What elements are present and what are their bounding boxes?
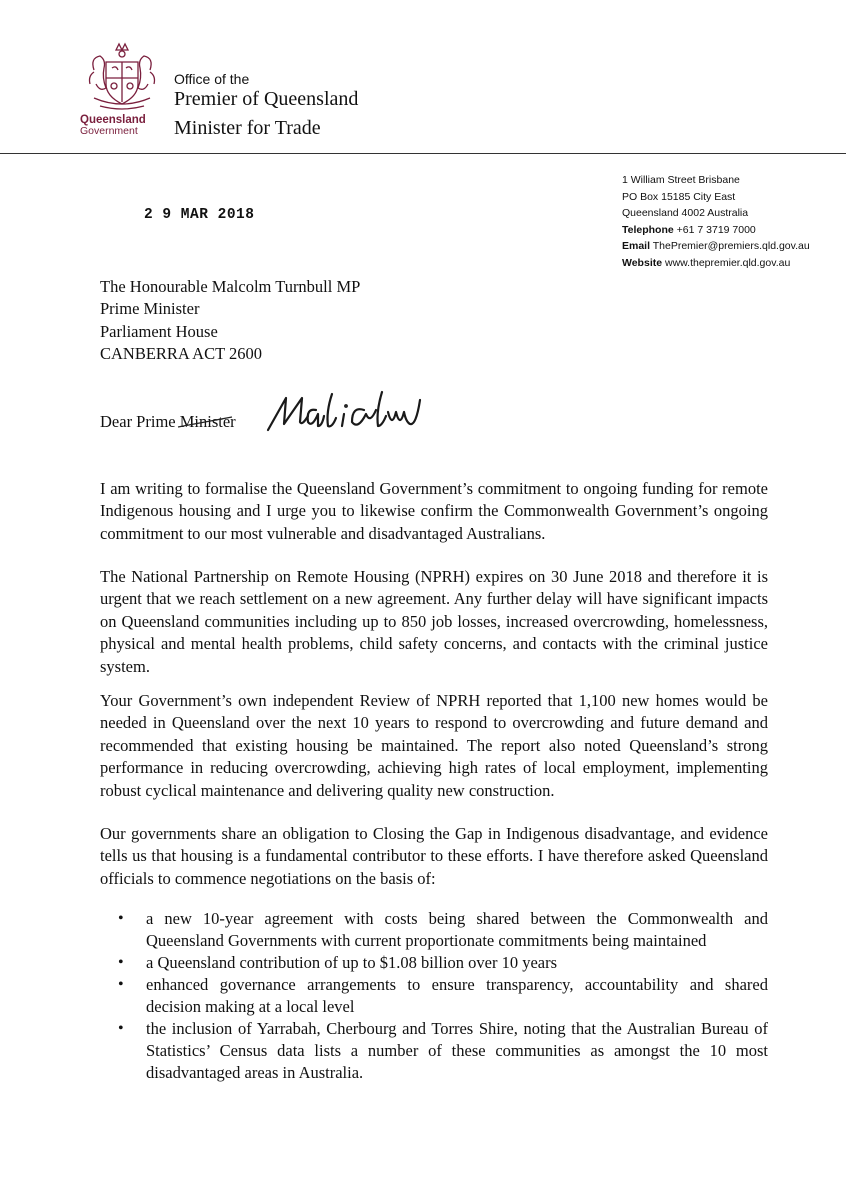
recipient-line: Parliament House <box>100 321 218 341</box>
telephone-value: +61 7 3719 7000 <box>676 223 756 236</box>
list-item-text: the inclusion of Yarrabah, Cherbourg and Torres Shire, noting that the Australian Bureau of Statistics’ Census data lists a number of these communities as amongst the 10 most disadvantaged areas in Australia. <box>146 1019 768 1082</box>
date-stamp: 2 9 MAR 2018 <box>144 207 255 223</box>
body-paragraph: The National Partnership on Remote Housing (NPRH) expires on 30 June 2018 and therefore it is urgent that we reach settlement on a new agreement. Any further delay will have significant impacts on Queensland communities including up to 850 job losses, increased overcrowding, homelessness, physical and mental health problems, child safety concerns, and contacts with the criminal justice system. <box>100 567 768 676</box>
struck-word-text: Minister <box>179 412 236 431</box>
recipient-line: CANBERRA ACT 2600 <box>100 343 262 363</box>
address-telephone <box>622 222 810 239</box>
bullet-icon: • <box>118 976 124 993</box>
queensland-crest-icon <box>86 40 158 116</box>
list-item <box>100 1018 768 1084</box>
list-item <box>100 908 768 952</box>
recipient-line: Prime Minister <box>100 299 200 319</box>
list-item-text: a Queensland contribution of up to $1.08 billion over 10 years <box>146 953 558 972</box>
website-value: www.thepremier.qld.gov.au <box>665 256 791 269</box>
salutation-struck-word <box>180 412 236 431</box>
handwritten-name-icon <box>264 390 440 440</box>
letterhead-title-premier: Premier of Queensland <box>174 88 359 110</box>
address-city: Queensland 4002 Australia <box>622 207 749 219</box>
strike-through-mark <box>176 415 234 429</box>
body-paragraph: Our governments share an obligation to Closing the Gap in Indigenous disadvantage, and evidence tells us that housing is a fundamental contributor to these efforts. I have therefore asked Queensland officials to commence negotiations on the basis of: <box>100 824 768 888</box>
telephone-label: Telephone <box>622 223 674 236</box>
body-paragraph: I am writing to formalise the Queensland Government’s commitment to ongoing funding for remote Indigenous housing and I urge you to likewise confirm the Commonwealth Government’s ongoing commitment to our most vulnerable and disadvantaged Australians. <box>100 479 768 543</box>
recipient-address <box>100 276 360 365</box>
negotiation-points-list <box>100 908 768 1084</box>
list-item <box>100 974 768 1018</box>
salutation <box>100 412 236 432</box>
list-item <box>100 952 768 974</box>
website-label: Website <box>622 256 663 269</box>
email-value: ThePremier@premiers.qld.gov.au <box>652 240 810 252</box>
crest-label: Queensland <box>80 114 146 126</box>
address-po-box: PO Box 15185 City East <box>622 190 736 203</box>
sender-address <box>622 172 810 271</box>
bullet-icon: • <box>118 910 124 927</box>
bullet-icon: • <box>118 954 124 971</box>
address-website <box>622 255 810 272</box>
address-street: 1 William Street Brisbane <box>622 174 740 186</box>
list-item-text: enhanced governance arrangements to ensure transparency, accountability and shared decision making at a local level <box>146 975 768 1016</box>
crest-caption <box>80 114 146 137</box>
body-paragraph: Your Government’s own independent Review of NPRH reported that 1,100 new homes would be needed in Queensland over the next 10 years to respond to overcrowding and future demand and recommended that existing housing be maintained. The report also noted Queensland’s strong performance in reducing overcrowding, achieving high rates of local employment, implementing robust cyclical maintenance and delivering quality new construction. <box>100 691 768 800</box>
letterhead-title-minister: Minister for Trade <box>174 117 321 139</box>
header-divider <box>0 153 846 154</box>
address-email <box>622 238 810 255</box>
email-label: Email <box>622 240 651 252</box>
office-of-label: Office of the <box>174 71 250 87</box>
recipient-line: The Honourable Malcolm Turnbull MP <box>100 277 361 296</box>
crest-sublabel: Government <box>80 125 138 138</box>
list-item-text: a new 10-year agreement with costs being shared between the Commonwealth and Queensland Governments with current proportionate commitments being maintained <box>146 909 768 950</box>
salutation-prefix: Dear Prime <box>100 412 180 431</box>
bullet-icon: • <box>118 1020 124 1037</box>
